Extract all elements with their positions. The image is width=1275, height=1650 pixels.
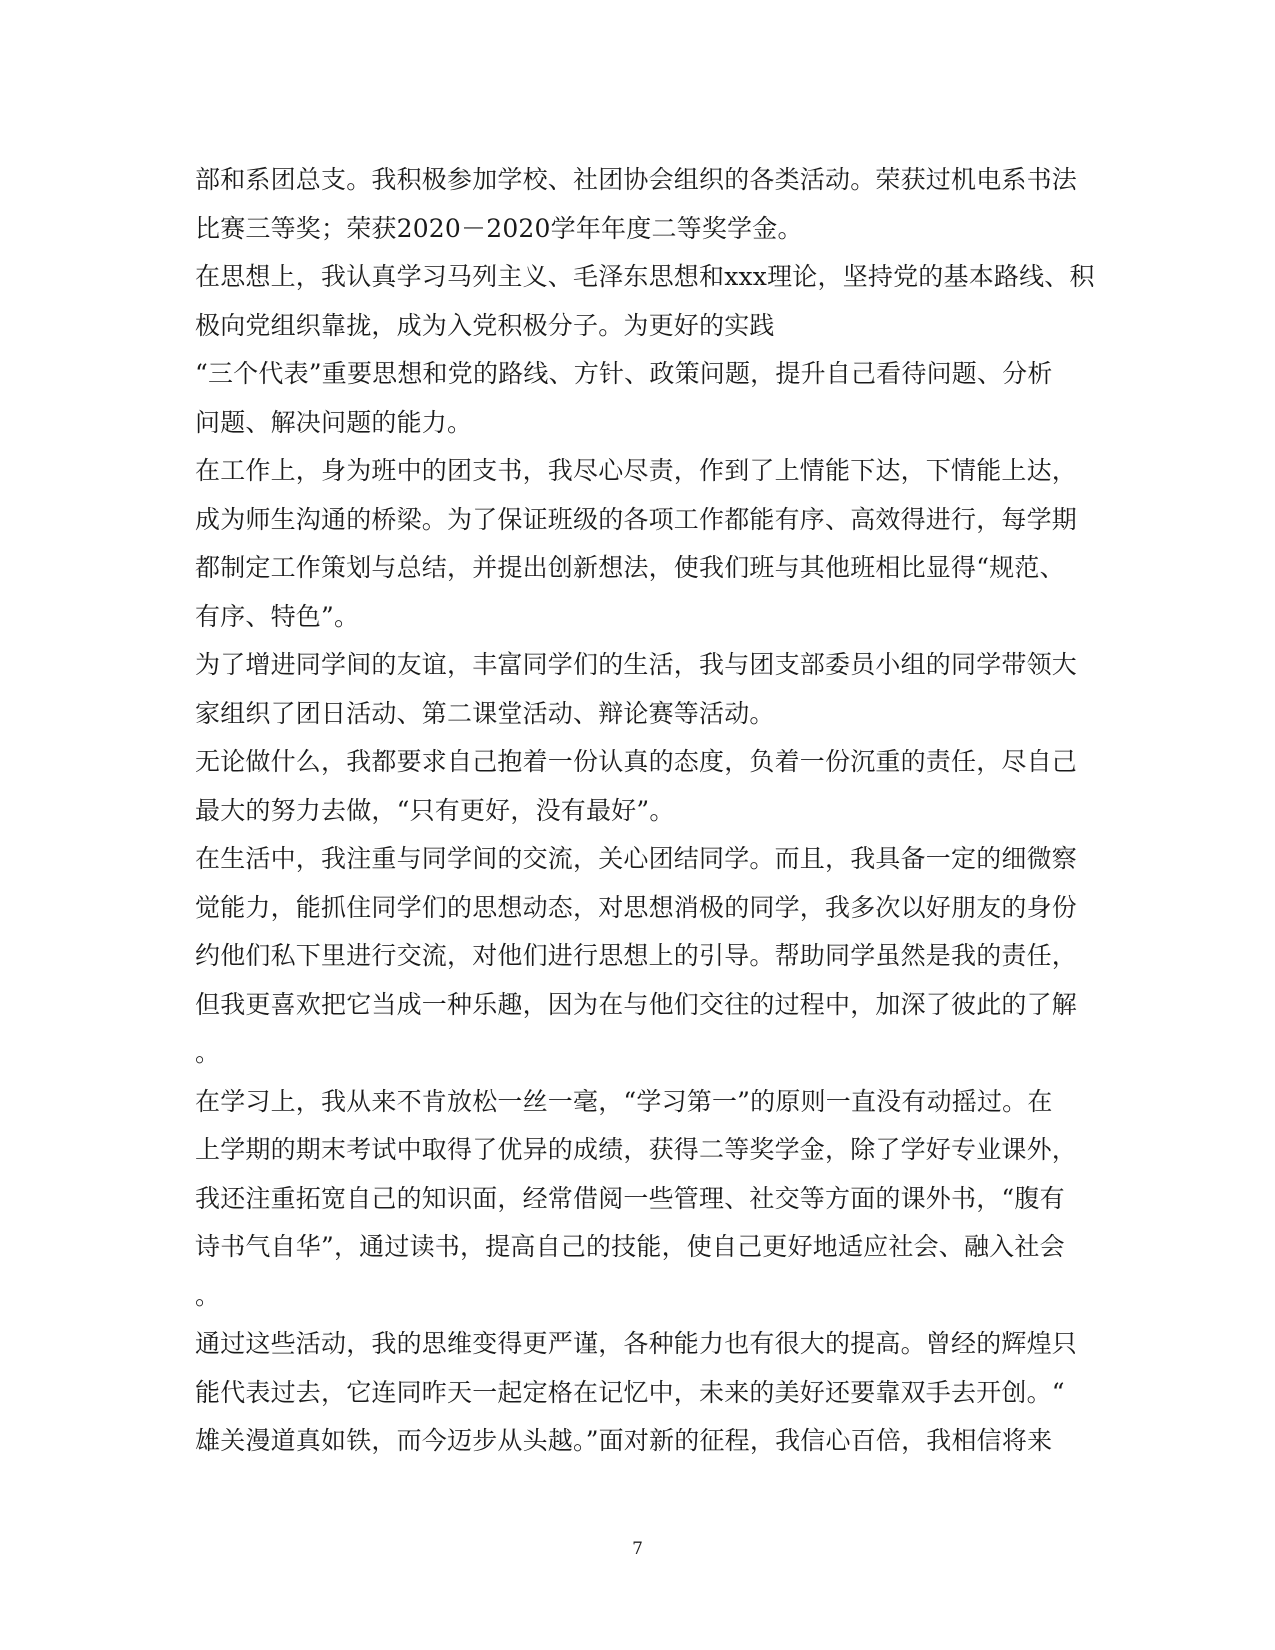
text-line: 在思想上，我认真学习马列主义、毛泽东思想和xxx理论，坚持党的基本路线、积 [195, 262, 1095, 291]
text-line: 比赛三等奖；荣获2020－2020学年年度二等奖学金。 [195, 213, 803, 243]
page-number: 7 [632, 1539, 643, 1559]
text-line: 诗书气自华”，通过读书，提高自己的技能，使自己更好地适应社会、融入社会 [195, 1232, 1065, 1261]
text-line: 家组织了团日活动、第二课堂活动、辩论赛等活动。 [195, 698, 775, 728]
text-line: 有序、特色”。 [195, 601, 360, 631]
text-line: 我还注重拓宽自己的知识面，经常借阅一些管理、社交等方面的课外书，“腹有 [195, 1183, 1065, 1213]
body-text [195, 156, 1095, 1466]
text-line: 无论做什么，我都要求自己抱着一份认真的态度，负着一份沉重的责任，尽自己 [195, 747, 1078, 776]
text-line: 。 [195, 1038, 221, 1067]
text-line: 在生活中，我注重与同学间的交流，关心团结同学。而且，我具备一定的细微察 [195, 844, 1078, 873]
text-line: 最大的努力去做，“只有更好，没有最好”。 [195, 795, 675, 825]
text-line: 成为师生沟通的桥梁。为了保证班级的各项工作都能有序、高效得进行，每学期 [195, 504, 1078, 534]
text-line: 极向党组织靠拢，成为入党积极分子。为更好的实践 [195, 310, 775, 340]
text-line: 为了增进同学间的友谊，丰富同学们的生活，我与团支部委员小组的同学带领大 [195, 650, 1078, 679]
text-line: “三个代表”重要思想和党的路线、方针、政策问题，提升自己看待问题、分析 [195, 359, 1053, 388]
text-line: 在工作上，身为班中的团支书，我尽心尽责，作到了上情能下达，下情能上达， [195, 456, 1078, 485]
text-line: 在学习上，我从来不肯放松一丝一毫，“学习第一”的原则一直没有动摇过。在 [195, 1086, 1053, 1116]
text-line: 问题、解决问题的能力。 [195, 407, 473, 437]
text-line: 约他们私下里进行交流，对他们进行思想上的引导。帮助同学虽然是我的责任， [195, 941, 1078, 970]
text-line: 但我更喜欢把它当成一种乐趣，因为在与他们交往的过程中，加深了彼此的了解 [195, 989, 1078, 1019]
text-line: 觉能力，能抓住同学们的思想动态，对思想消极的同学，我多次以好朋友的身份 [195, 892, 1078, 922]
text-line: 部和系团总支。我积极参加学校、社团协会组织的各类活动。荣获过机电系书法 [195, 165, 1078, 194]
text-line: 。 [195, 1280, 221, 1310]
text-line: 通过这些活动，我的思维变得更严谨，各种能力也有很大的提高。曾经的辉煌只 [195, 1329, 1078, 1358]
text-line: 雄关漫道真如铁，而今迈步从头越。”面对新的征程，我信心百倍，我相信将来 [195, 1426, 1053, 1455]
text-line: 都制定工作策划与总结，并提出创新想法，使我们班与其他班相比显得“规范、 [195, 553, 1065, 582]
text-line: 上学期的期末考试中取得了优异的成绩，获得二等奖学金，除了学好专业课外， [195, 1135, 1078, 1164]
text-line: 能代表过去，它连同昨天一起定格在记忆中，未来的美好还要靠双手去开创。“ [195, 1377, 1065, 1407]
